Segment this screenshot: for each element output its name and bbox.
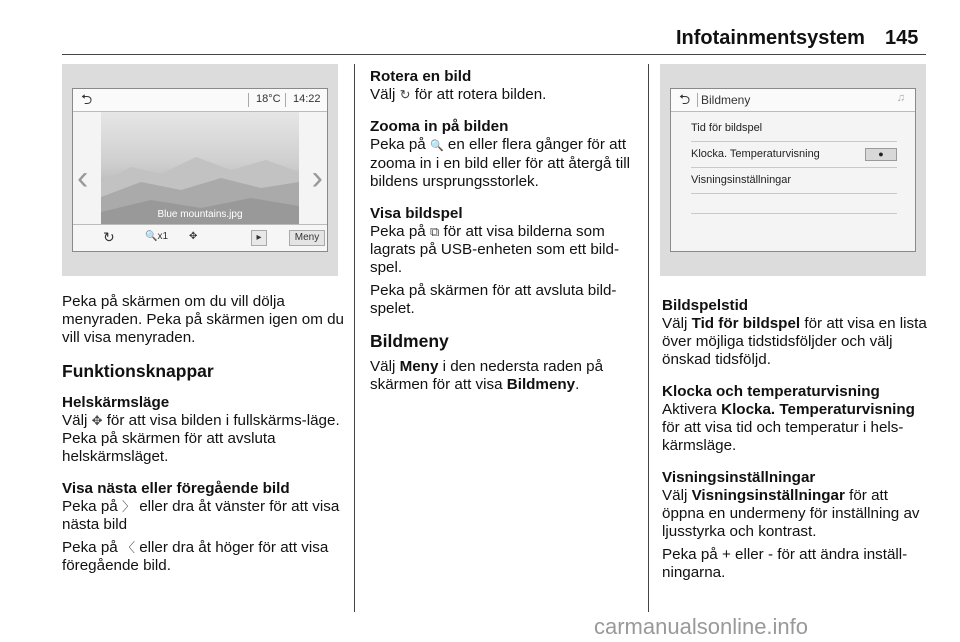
column-3: [662, 297, 930, 582]
zoom-icon: 🔍: [145, 231, 158, 242]
text: Klocka. Temperaturvisning: [721, 401, 915, 418]
text: Peka på: [62, 539, 118, 556]
menu-item-label: Tid för bildspel: [691, 122, 763, 134]
viewer-bottom-bar: [73, 224, 327, 251]
clock-readout: 14:22: [293, 93, 321, 105]
chevron-left-icon: 〈: [121, 540, 135, 555]
page-number: 145: [885, 27, 919, 49]
displayed-photo[interactable]: [101, 112, 299, 224]
page-header-title: Infotainmentsystem: [676, 27, 865, 49]
klocka-paragraph: [662, 401, 930, 455]
slideshow-icon[interactable]: ▸: [251, 230, 267, 246]
text: för att visa bilden i fullskärms-läge. Peka på skärmen för att avsluta helskärmsläget.: [62, 412, 340, 465]
menu-item-label: Visningsinställningar: [691, 174, 792, 186]
slideshow-exit-paragraph: Peka på skärmen för att avsluta bild-spelet.: [370, 282, 617, 317]
next-paragraph: [62, 498, 344, 534]
zoom-paragraph: [370, 136, 640, 191]
music-note-icon: ♫: [896, 92, 905, 104]
bildmeny-paragraph: [370, 358, 640, 394]
menu-top-bar: [671, 89, 915, 112]
klocka-heading: Klocka och temperaturvisning: [662, 383, 880, 400]
fullscreen-paragraph: [62, 412, 344, 466]
zoom-icon: 🔍: [429, 140, 444, 152]
bar-separator: [697, 93, 698, 107]
rotate-icon: ↻: [399, 87, 411, 102]
mountain-landscape: [101, 112, 299, 224]
menu-item-label: Klocka. Temperaturvisning: [691, 148, 820, 160]
plusminus-paragraph: Peka på + eller - för att ändra inställ-ningarna.: [662, 546, 908, 581]
figure-bildmeny: [660, 64, 926, 276]
text: en eller flera gånger för att zooma in i en bild eller för att återgå till bildens ursprungsstorlek.: [370, 136, 631, 190]
text: för att visa tid och temperatur i hels-kärmsläge.: [662, 419, 904, 454]
zoom-heading: Zooma in på bilden: [370, 118, 509, 135]
text: .: [575, 376, 580, 393]
text: Meny: [399, 358, 439, 375]
text: Välj: [370, 86, 396, 103]
visning-paragraph: [662, 487, 930, 541]
text: Välj: [662, 487, 688, 504]
fullscreen-icon: ✥: [91, 413, 103, 428]
text: Välj: [662, 315, 688, 332]
menu-divider: [691, 193, 897, 194]
bar-separator: [285, 93, 286, 107]
next-prev-heading: Visa nästa eller föregående bild: [62, 480, 290, 497]
figure-image-viewer: [62, 64, 338, 276]
image-viewer-screen: [72, 88, 328, 252]
column-divider-2: [648, 64, 649, 612]
menu-divider: [691, 213, 897, 214]
menu-item-klocka[interactable]: [691, 143, 897, 165]
bar-separator: [248, 93, 249, 107]
text: Peka på: [370, 223, 426, 240]
text: Tid för bildspel: [691, 315, 801, 332]
back-icon[interactable]: ⮌: [81, 91, 93, 107]
text: eller dra åt höger för att visa föregående bild.: [62, 539, 329, 574]
menu-divider: [691, 141, 897, 142]
column-1: [62, 293, 344, 575]
header-divider: [62, 54, 926, 55]
visning-heading: Visningsinställningar: [662, 469, 816, 486]
section-heading: Funktionsknappar: [62, 361, 214, 381]
menu-item-tid[interactable]: [691, 117, 897, 139]
text: Välj: [370, 358, 396, 375]
chevron-right-icon: 〉: [121, 499, 135, 514]
intro-paragraph: Peka på skärmen om du vill dölja menyraden. Peka på skärmen igen om du vill visa menyraden.: [62, 293, 344, 346]
zoom-level: x1: [157, 231, 169, 242]
slideshow-paragraph: [370, 223, 640, 277]
previous-image-icon[interactable]: ‹: [77, 159, 89, 197]
rotate-icon[interactable]: ↻: [103, 229, 115, 245]
slideshow-heading: Visa bildspel: [370, 205, 463, 222]
text: Aktivera: [662, 401, 717, 418]
text: Välj: [62, 412, 88, 429]
text: för att öppna en undermeny för inställning av ljusstyrka och kontrast.: [662, 487, 920, 540]
column-divider-1: [354, 64, 355, 612]
text: Visningsinställningar: [691, 487, 845, 504]
bildmeny-heading: Bildmeny: [370, 331, 449, 351]
text: för att rotera bilden.: [414, 86, 547, 103]
next-image-icon[interactable]: ›: [311, 159, 323, 197]
rotate-paragraph: [370, 86, 640, 104]
bildspelstid-heading: Bildspelstid: [662, 297, 749, 314]
prev-paragraph: [62, 539, 344, 575]
fullscreen-icon[interactable]: ✥: [189, 231, 198, 242]
menu-divider: [691, 167, 897, 168]
back-icon[interactable]: ⮌: [679, 91, 691, 107]
column-2: [370, 68, 640, 394]
viewer-top-bar: [73, 89, 327, 112]
text: för att visa bilderna som lagrats på USB-enheten som ett bild-spel.: [370, 223, 620, 276]
slideshow-icon: ⧉: [429, 224, 440, 239]
menu-title: Bildmeny: [701, 93, 751, 107]
bildmeny-screen: [670, 88, 916, 252]
text: Bildmeny: [506, 376, 576, 393]
text: Peka på: [370, 136, 426, 153]
text: för att visa en lista över möjliga tidstidsföljder och välj önskad tidsföljd.: [662, 315, 927, 368]
text: Peka på: [62, 498, 118, 515]
text: eller dra åt vänster för att visa nästa bild: [62, 498, 340, 533]
menu-item-visning[interactable]: [691, 169, 897, 191]
text: i den nedersta raden på skärmen för att visa: [370, 358, 604, 393]
fullscreen-heading: Helskärmsläge: [62, 394, 170, 411]
zoom-button[interactable]: [145, 230, 168, 244]
watermark: carmanualsonline.info: [594, 614, 809, 639]
photo-filename: Blue mountains.jpg: [157, 209, 243, 220]
toggle-switch[interactable]: ●: [865, 148, 897, 161]
bildspelstid-paragraph: [662, 315, 930, 369]
rotate-heading: Rotera en bild: [370, 68, 472, 85]
menu-button[interactable]: Meny: [289, 230, 325, 246]
temperature-readout: 18°C: [256, 93, 281, 105]
